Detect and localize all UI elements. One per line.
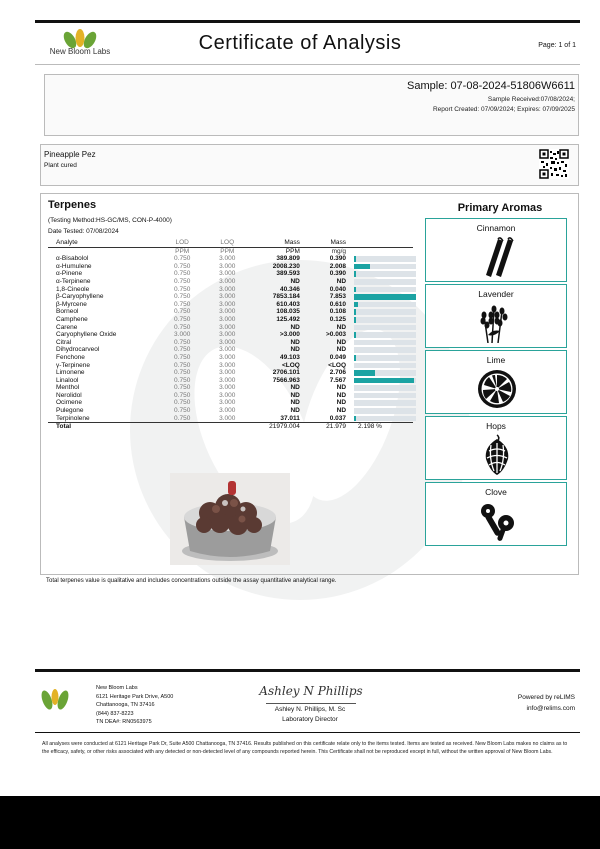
- unit-cell: mg/g: [331, 247, 347, 255]
- loq-cell: 3.000: [219, 255, 236, 263]
- page-number: Page: 1 of 1: [538, 42, 576, 49]
- bar-cell: [354, 354, 413, 362]
- table-row: [48, 278, 413, 286]
- mass-ppm-cell: ND: [290, 399, 300, 407]
- analyte-cell: α-Pinene: [56, 270, 83, 278]
- product-box: [40, 144, 579, 186]
- analyte-cell: Limonene: [56, 369, 85, 377]
- bar-track: [354, 317, 416, 323]
- table-header-row: [48, 239, 413, 247]
- analyte-cell: β-Myrcene: [56, 300, 87, 308]
- table-row: [48, 255, 413, 263]
- testing-method: (Testing Method:HS-GC/MS, CON-P-4000): [48, 217, 172, 224]
- analyte-cell: Borneol: [56, 308, 79, 316]
- mass-ppm-cell: 49.103: [279, 353, 300, 361]
- col-bar: [354, 239, 413, 247]
- mass-mgg-cell: 7.567: [329, 376, 347, 384]
- bar-fill: [354, 317, 356, 323]
- loq-cell: 3.000: [219, 308, 236, 316]
- qr-code-icon: [539, 149, 569, 179]
- table-row: [48, 263, 413, 271]
- bar-fill: [354, 271, 356, 277]
- bar-cell: [354, 293, 413, 301]
- aroma-label: Clove: [485, 487, 507, 497]
- contact-email[interactable]: info@relims.com: [526, 705, 575, 712]
- mass-mgg-cell: ND: [336, 338, 347, 346]
- aroma-card-lavender: [425, 284, 567, 348]
- mass-mgg-cell: 0.037: [329, 414, 347, 422]
- sample-received: Sample Received:07/08/2024;: [487, 96, 575, 103]
- mass-ppm-cell: 610.403: [276, 300, 300, 308]
- loq-cell: 3.000: [219, 293, 236, 301]
- bar-cell: [354, 399, 413, 407]
- mass-ppm-cell: 40.346: [279, 285, 300, 293]
- bar-cell: [354, 392, 413, 400]
- bar-track: [354, 363, 416, 369]
- top-rule: [35, 20, 580, 23]
- lab-contact: [96, 684, 173, 727]
- total-ppm: 21979.004: [250, 423, 308, 431]
- mass-mgg-cell: ND: [336, 346, 347, 354]
- table-row: [48, 377, 413, 385]
- mass-mgg-cell: ND: [336, 399, 347, 407]
- signer-name: Ashley N. Phillips, M. Sc: [274, 706, 346, 713]
- mass-ppm-cell: ND: [290, 384, 300, 392]
- aroma-label: Lime: [486, 355, 506, 365]
- signature: Ashley N Phillips: [259, 684, 363, 698]
- powered-by-block: [518, 692, 575, 714]
- bar-track: [354, 332, 416, 338]
- lod-cell: 3.000: [174, 331, 191, 339]
- mass-mgg-cell: 0.125: [329, 315, 347, 323]
- table-row: [48, 407, 413, 415]
- table-row: [48, 324, 413, 332]
- table-row: [48, 369, 413, 377]
- bar-cell: [354, 301, 413, 309]
- bar-track: [354, 347, 416, 353]
- loq-cell: 3.000: [219, 262, 236, 270]
- bar-fill: [354, 302, 358, 308]
- mass-mgg-cell: 0.390: [329, 255, 347, 263]
- total-empty: [205, 423, 250, 431]
- signer-block: [240, 705, 380, 724]
- bar-cell: [354, 286, 413, 294]
- mass-ppm-cell: 108.035: [276, 308, 300, 316]
- mass-ppm-cell: ND: [290, 346, 300, 354]
- lime-icon: [476, 367, 518, 409]
- lod-cell: 0.750: [174, 361, 191, 369]
- terpenes-note: Total terpenes value is qualitative and includes concentrations outside the assay quantitative analytical range.: [46, 578, 337, 584]
- analyte-cell: Caryophyllene Oxide: [56, 331, 117, 339]
- terpenes-table-body: [48, 247, 413, 431]
- analyte-cell: Linalool: [56, 376, 79, 384]
- bar-cell: [354, 407, 413, 415]
- mass-mgg-cell: ND: [336, 277, 347, 285]
- lod-cell: 0.750: [174, 315, 191, 323]
- terpenes-heading: Terpenes: [48, 199, 97, 211]
- bar-track: [354, 385, 416, 391]
- bar-cell: [354, 346, 413, 354]
- lod-cell: 0.750: [174, 323, 191, 331]
- mass-mgg-cell: 0.040: [329, 285, 347, 293]
- mass-ppm-cell: 2706.101: [272, 369, 300, 377]
- mass-mgg-cell: 0.108: [329, 308, 347, 316]
- mass-ppm-cell: <LOQ: [281, 361, 300, 369]
- bar-track: [354, 256, 416, 262]
- lab-dea: TN DEA#: RN0563975: [96, 719, 152, 725]
- table-row: [48, 286, 413, 294]
- analyte-cell: α-Bisabolol: [56, 255, 89, 263]
- analyte-cell: Terpinolene: [56, 414, 90, 422]
- bar-cell: [354, 308, 413, 316]
- bar-track: [354, 279, 416, 285]
- analyte-cell: Dihydrocarveol: [56, 346, 100, 354]
- bar-cell: [354, 362, 413, 370]
- unit-cell: [354, 247, 413, 255]
- total-label: Total: [48, 423, 160, 431]
- units-row: [48, 247, 413, 255]
- analyte-cell: Nerolidol: [56, 391, 82, 399]
- mass-mgg-cell: 0.390: [329, 270, 347, 278]
- loq-cell: 3.000: [219, 384, 236, 392]
- aroma-card-hops: [425, 416, 567, 480]
- bar-cell: [354, 331, 413, 339]
- loq-cell: 3.000: [219, 399, 236, 407]
- bar-fill: [354, 256, 356, 262]
- mass-mgg-cell: ND: [336, 323, 347, 331]
- bar-cell: [354, 339, 413, 347]
- loq-cell: 3.000: [219, 376, 236, 384]
- analyte-cell: β-Caryophyllene: [56, 293, 104, 301]
- total-empty: [160, 423, 205, 431]
- lab-address2: Chattanooga, TN 37416: [96, 702, 155, 708]
- hops-icon: [476, 433, 518, 475]
- clove-icon: [476, 499, 518, 541]
- lod-cell: 0.750: [174, 391, 191, 399]
- bar-cell: [354, 377, 413, 385]
- loq-cell: 3.000: [219, 285, 236, 293]
- loq-cell: 3.000: [219, 369, 236, 377]
- bar-cell: [354, 324, 413, 332]
- aroma-card-cinnamon: [425, 218, 567, 282]
- bar-cell: [354, 270, 413, 278]
- lod-cell: 0.750: [174, 384, 191, 392]
- mass-mgg-cell: 2.706: [329, 369, 347, 377]
- mass-ppm-cell: ND: [290, 338, 300, 346]
- mass-mgg-cell: 0.049: [329, 353, 347, 361]
- col-lod: LOD: [160, 239, 205, 247]
- bar-fill: [354, 370, 375, 376]
- bar-track: [354, 340, 416, 346]
- mass-mgg-cell: >0.003: [325, 331, 347, 339]
- loq-cell: 3.000: [219, 353, 236, 361]
- date-tested: Date Tested: 07/08/2024: [48, 228, 119, 235]
- table-row: [48, 316, 413, 324]
- powered-by: Powered by reLIMS: [517, 694, 575, 701]
- analyte-cell: α-Terpinene: [56, 277, 91, 285]
- mass-mgg-cell: ND: [336, 391, 347, 399]
- mass-ppm-cell: 7853.184: [272, 293, 300, 301]
- table-row: [48, 339, 413, 347]
- lod-cell: 0.750: [174, 414, 191, 422]
- aroma-card-clove: [425, 482, 567, 546]
- mass-ppm-cell: 7566.963: [272, 376, 300, 384]
- lod-cell: 0.750: [174, 346, 191, 354]
- table-row: [48, 293, 413, 301]
- bottom-band: [0, 796, 600, 849]
- footer-top-rule: [35, 669, 580, 672]
- bar-fill: [354, 309, 356, 315]
- mass-ppm-cell: ND: [290, 407, 300, 415]
- bar-track: [354, 408, 416, 414]
- bar-track: [354, 287, 416, 293]
- loq-cell: 3.000: [219, 270, 236, 278]
- bar-cell: [354, 255, 413, 263]
- table-row: [48, 354, 413, 362]
- bar-track: [354, 355, 416, 361]
- sample-id: Sample: 07-08-2024-51806W6611: [407, 80, 575, 92]
- total-row: [48, 423, 413, 431]
- bar-cell: [354, 316, 413, 324]
- loq-cell: 3.000: [219, 323, 236, 331]
- lod-cell: 0.750: [174, 277, 191, 285]
- table-row: [48, 346, 413, 354]
- lab-logo-text: New Bloom Labs: [49, 47, 111, 56]
- mass-mgg-cell: 0.610: [329, 300, 347, 308]
- unit-cell: PPM: [220, 247, 235, 255]
- table-row: [48, 301, 413, 309]
- bar-fill: [354, 355, 356, 361]
- terpenes-table: [48, 239, 413, 431]
- product-name: Pineapple Pez: [44, 150, 96, 159]
- lod-cell: 0.750: [174, 255, 191, 263]
- bar-fill: [354, 332, 356, 338]
- analyte-cell: Pulegone: [56, 407, 84, 415]
- mass-ppm-cell: 389.809: [276, 255, 300, 263]
- analyte-cell: Menthol: [56, 384, 80, 392]
- mass-ppm-cell: 125.492: [276, 315, 300, 323]
- lod-cell: 0.750: [174, 285, 191, 293]
- aroma-label: Hops: [486, 421, 506, 431]
- loq-cell: 3.000: [219, 331, 236, 339]
- table-row: [48, 362, 413, 370]
- bar-track: [354, 309, 416, 315]
- lod-cell: 0.750: [174, 407, 191, 415]
- bar-fill: [354, 294, 416, 300]
- lod-cell: 0.750: [174, 338, 191, 346]
- total-mgg: 21.979: [308, 423, 354, 431]
- loq-cell: 3.000: [219, 361, 236, 369]
- bar-fill: [354, 264, 370, 270]
- analyte-cell: 1,8-Cineole: [56, 285, 90, 293]
- analyte-cell: Citral: [56, 338, 72, 346]
- footer-divider: [35, 732, 580, 733]
- aroma-card-lime: [425, 350, 567, 414]
- cinnamon-icon: [476, 235, 518, 277]
- mass-mgg-cell: <LOQ: [328, 361, 347, 369]
- col-mass-mgg: Mass: [308, 239, 354, 247]
- mass-ppm-cell: 389.593: [276, 270, 300, 278]
- aroma-label: Lavender: [478, 289, 514, 299]
- mass-ppm-cell: 37.011: [280, 414, 300, 422]
- table-row: [48, 331, 413, 339]
- analyte-cell: Ocimene: [56, 399, 83, 407]
- mass-ppm-cell: ND: [290, 277, 300, 285]
- analyte-cell: γ-Terpinene: [56, 361, 90, 369]
- lod-cell: 0.750: [174, 262, 191, 270]
- mass-mgg-cell: 7.853: [329, 293, 347, 301]
- table-row: [48, 415, 413, 423]
- lod-cell: 0.750: [174, 353, 191, 361]
- bar-track: [354, 325, 416, 331]
- footer-logo-icon: [38, 686, 72, 714]
- page-title: Certificate of Analysis: [198, 32, 402, 54]
- lod-cell: 0.750: [174, 376, 191, 384]
- lod-cell: 0.750: [174, 300, 191, 308]
- lavender-icon: [476, 301, 518, 343]
- loq-cell: 3.000: [219, 300, 236, 308]
- mass-mgg-cell: 2.008: [329, 262, 347, 270]
- mass-mgg-cell: ND: [336, 384, 347, 392]
- bar-fill: [354, 378, 414, 384]
- mass-ppm-cell: >3.000: [279, 331, 300, 339]
- unit-cell: PPM: [175, 247, 190, 255]
- table-row: [48, 399, 413, 407]
- analyte-cell: α-Humulene: [56, 262, 92, 270]
- signature-line: [266, 703, 356, 704]
- analyte-cell: Camphene: [56, 315, 88, 323]
- terpenes-title: [48, 199, 96, 211]
- bar-fill: [354, 416, 356, 422]
- bar-cell: [354, 415, 413, 423]
- loq-cell: 3.000: [219, 338, 236, 346]
- col-loq: LOQ: [205, 239, 250, 247]
- lab-name: New Bloom Labs: [96, 685, 138, 691]
- mass-ppm-cell: 2008.230: [272, 262, 300, 270]
- product-photo: [170, 473, 290, 565]
- bar-track: [354, 416, 416, 422]
- bar-track: [354, 271, 416, 277]
- total-percent: 2.198 %: [354, 423, 413, 431]
- table-row: [48, 270, 413, 278]
- aroma-label: Cinnamon: [476, 223, 516, 233]
- bar-fill: [354, 287, 356, 293]
- loq-cell: 3.000: [219, 346, 236, 354]
- lab-phone: (844) 837-8223: [96, 710, 134, 717]
- loq-cell: 3.000: [219, 277, 236, 285]
- table-row: [48, 308, 413, 316]
- bar-cell: [354, 369, 413, 377]
- loq-cell: 3.000: [219, 391, 236, 399]
- bar-track: [354, 393, 416, 399]
- loq-cell: 3.000: [219, 414, 236, 422]
- lod-cell: 0.750: [174, 293, 191, 301]
- lod-cell: 0.750: [174, 308, 191, 316]
- unit-cell: PPM: [285, 247, 300, 255]
- loq-cell: 3.000: [219, 315, 236, 323]
- bar-track: [354, 400, 416, 406]
- lod-cell: 0.750: [174, 369, 191, 377]
- table-row: [48, 384, 413, 392]
- table-row: [48, 392, 413, 400]
- analyte-cell: Fenchone: [56, 353, 85, 361]
- mass-ppm-cell: ND: [290, 391, 300, 399]
- report-dates: Report Created: 07/09/2024; Expires: 07/09/2025: [432, 106, 575, 113]
- unit-cell: [48, 247, 160, 255]
- product-type: Plant cured: [44, 162, 77, 169]
- bar-track: [354, 302, 416, 308]
- lod-cell: 0.750: [174, 399, 191, 407]
- bar-cell: [354, 278, 413, 286]
- mass-mgg-cell: ND: [336, 407, 347, 415]
- bar-cell: [354, 384, 413, 392]
- lab-address1: 6121 Heritage Park Drive, A500: [96, 693, 174, 700]
- analyte-cell: Carene: [56, 323, 78, 331]
- header-divider: [35, 64, 580, 65]
- signer-title: Laboratory Director: [282, 715, 338, 723]
- aromas-title: Primary Aromas: [457, 202, 543, 214]
- col-analyte: Analyte: [48, 239, 160, 247]
- mass-ppm-cell: ND: [290, 323, 300, 331]
- terpenes-table-wrap: [48, 239, 413, 431]
- loq-cell: 3.000: [219, 407, 236, 415]
- col-mass-ppm: Mass: [250, 239, 308, 247]
- bar-cell: [354, 263, 413, 271]
- lod-cell: 0.750: [174, 270, 191, 278]
- disclaimer: All analyses were conducted at 6121 Heritage Park Dr, Suite A500 Chattanooga, TN 37416. Results published on this certificate relate only to the items tested. Items are tested as received. New Bloom Labs makes no claims as to the efficacy, safety, or other risks associated with any detected or non-detected level of any compounds reported herein. This Certificate shall not be reproduced except in full, without the written approval of New Bloom Labs.: [42, 741, 568, 756]
